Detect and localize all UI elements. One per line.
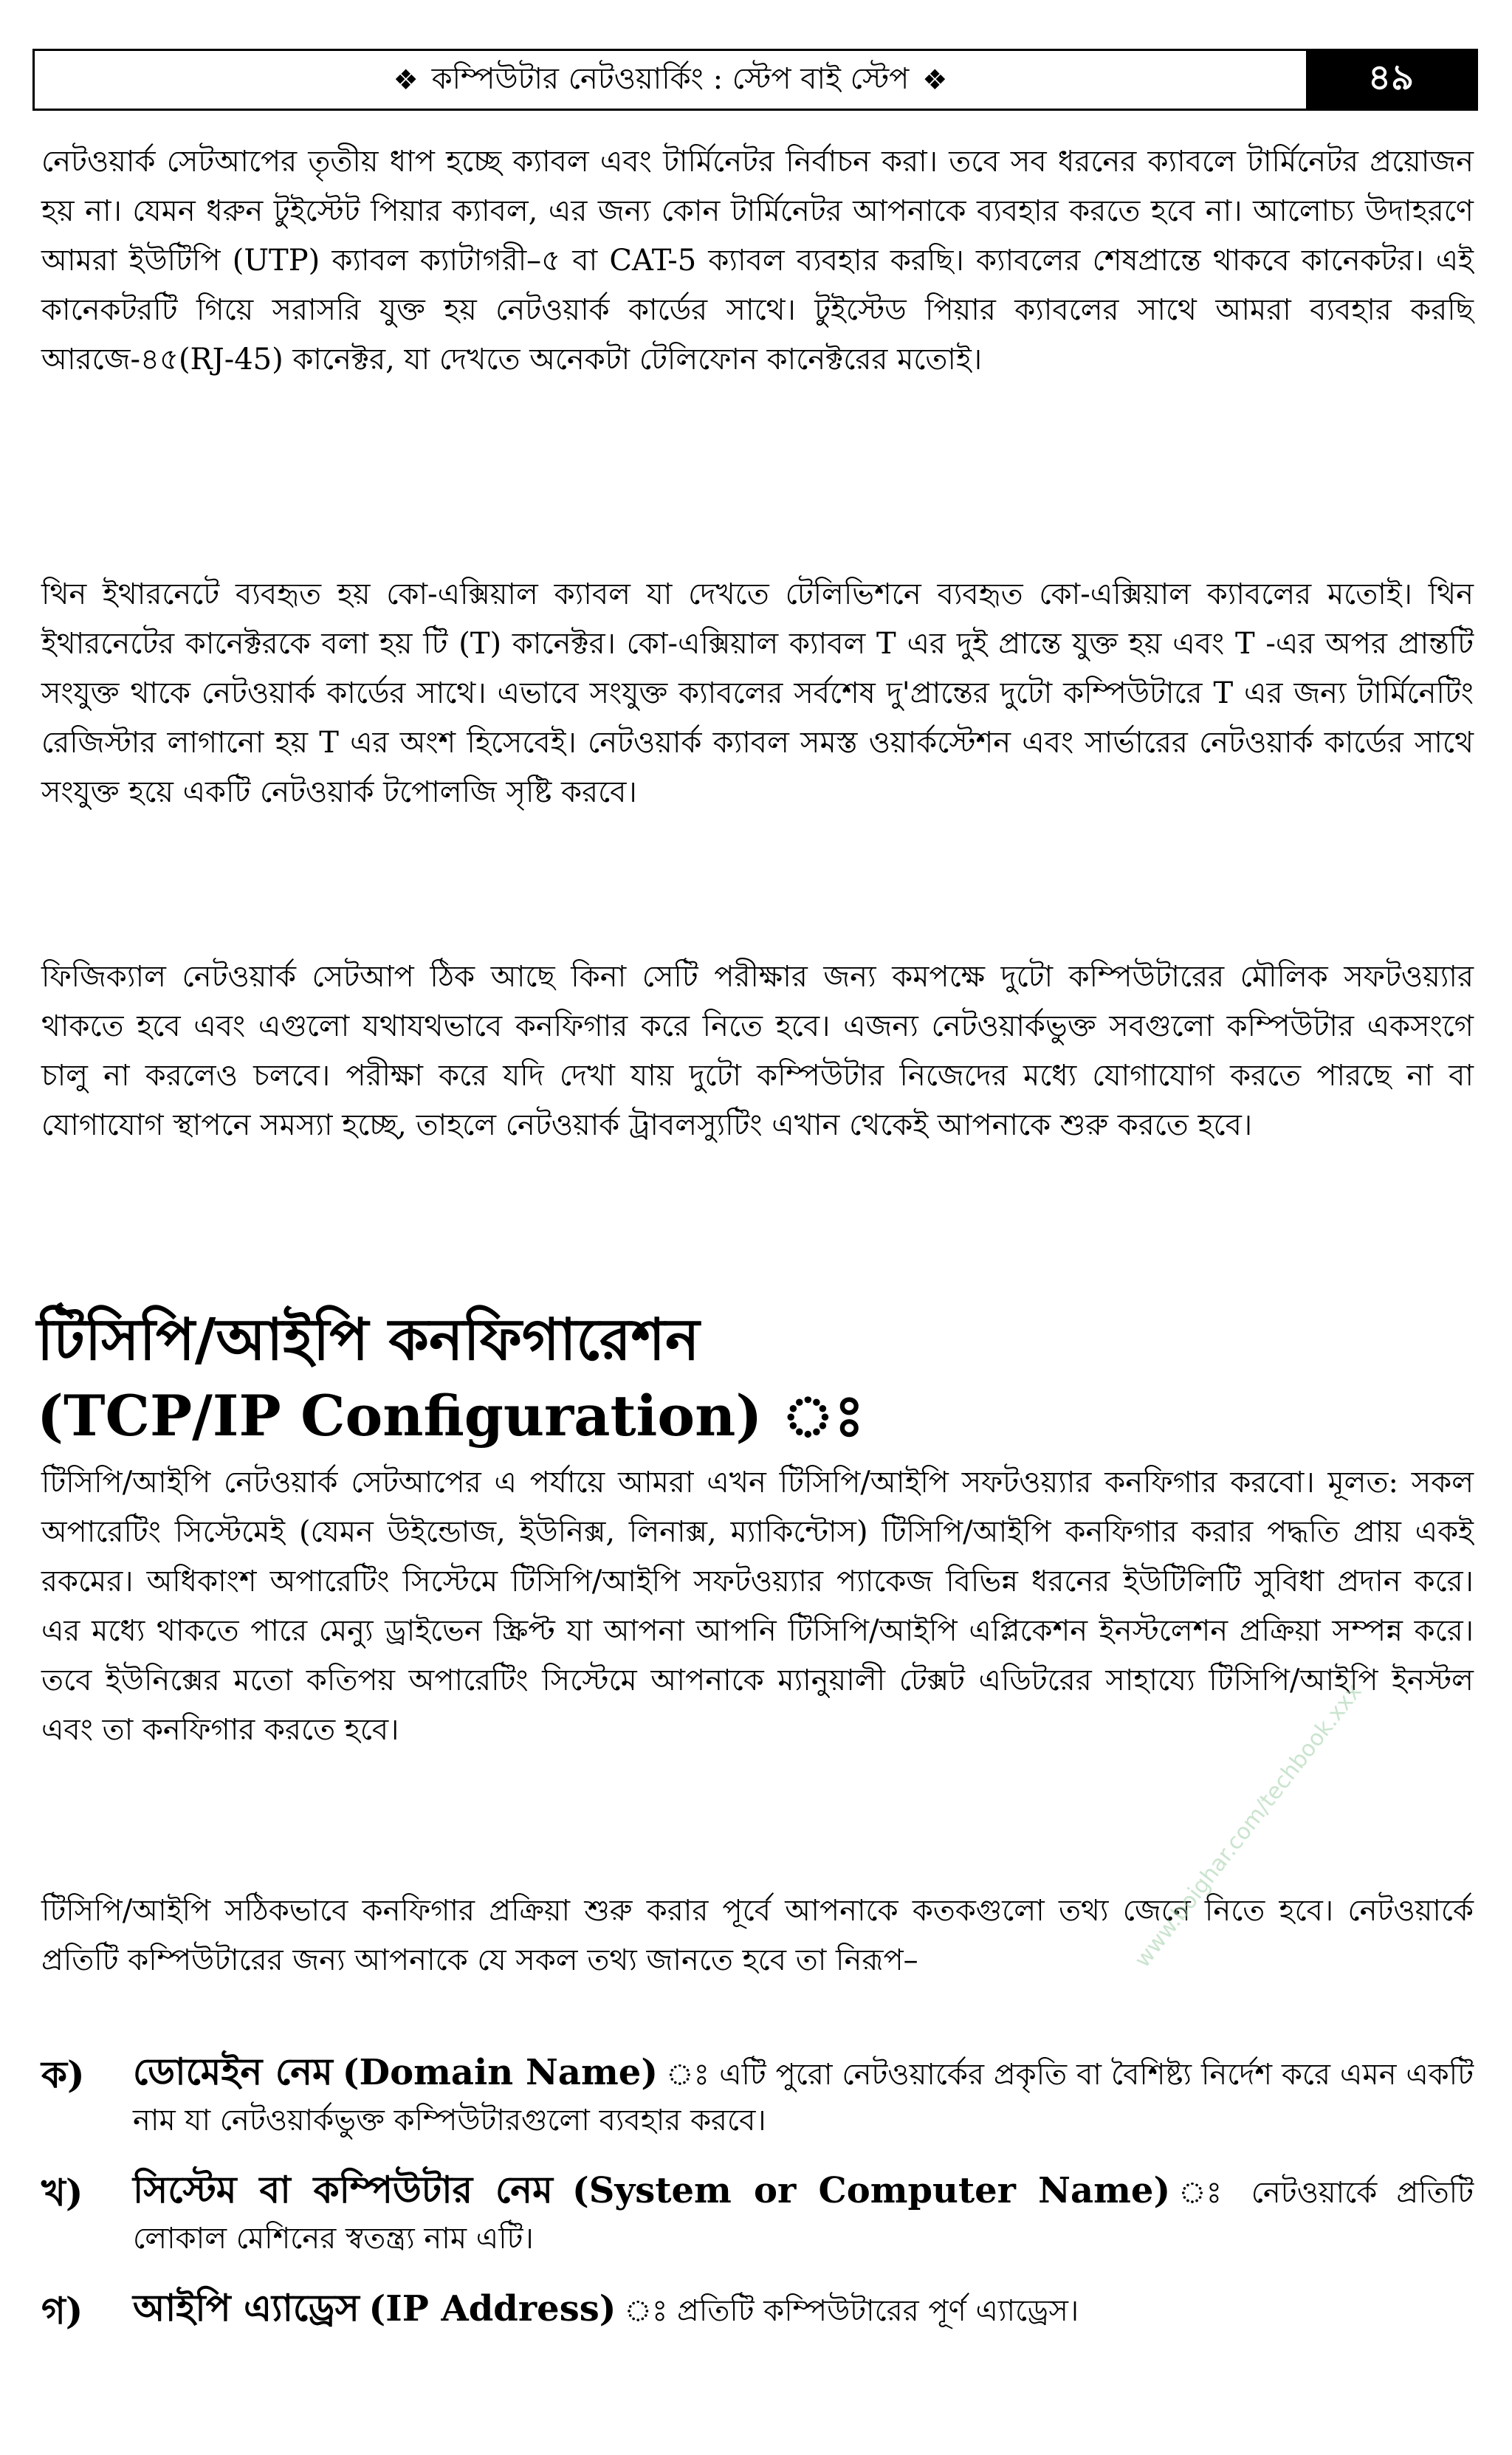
watermark: www.boighar.com/techbook.xxx xyxy=(1130,1678,1367,1973)
paragraph-physical-test: ফিজিক্যাল নেটওয়ার্ক সেটআপ ঠিক আছে কিনা সেটি পরীক্ষার জন্য কমপক্ষে দুটো কম্পিউটারের মৌলিক সফটওয়্যার থাকতে হবে এবং এগুলো যথাযথভাবে কনফিগার করে নিতে হবে। এজন্য নেটওয়ার্কভুক্ত সবগুলো কম্পিউটার একসংগে চালু না করলেও চলবে। পরীক্ষা করে যদি দেখা যায় দুটো কম্পিউটার নিজেদের মধ্যে যোগাযোগ করতে পারছে না বা যোগাযোগ স্থাপনে সমস্যা হচ্ছে, তাহলে নেটওয়ার্ক ট্রাবলস্যুটিং এখান থেকেই আপনাকে শুরু করতে হবে। xyxy=(41,960,1474,1142)
term-description: নেটওয়ার্কে প্রতিটি লোকাল মেশিনের স্বতন্ত্র্য নাম এটি। xyxy=(133,2176,1474,2256)
paragraph-info-needed: টিসিপি/আইপি সঠিকভাবে কনফিগার প্রক্রিয়া শুরু করার পূর্বে আপনাকে কতকগুলো তথ্য জেনে নিতে হবে। নেটওয়ার্কে প্রতিটি কম্পিউটারের জন্য আপনাকে যে সকল তথ্য জানতে হবে তা নিরূপ– xyxy=(41,1894,1474,1977)
term-bengali: আইপি এ্যাড্রেস xyxy=(133,2286,360,2329)
term-description: এটি পুরো নেটওয়ার্কের প্রকৃতি বা বৈশিষ্ট্য নির্দেশ করে এমন একটি নাম যা নেটওয়ার্কভুক্ত কম্পিউটারগুলো ব্যবহার করবে। xyxy=(133,2058,1474,2138)
list-item-label: গ) xyxy=(41,2289,83,2332)
paragraph-cable-terminator: নেটওয়ার্ক সেটআপের তৃতীয় ধাপ হচ্ছে ক্যাবল এবং টার্মিনেটর নির্বাচন করা। তবে সব ধরনের ক্যাবলে টার্মিনেটর প্রয়োজন হয় না। যেমন ধরুন টুইস্টেট পিয়ার ক্যাবল, এর জন্য কোন টার্মিনেটর আপনাকে ব্যবহার করতে হবে না। আলোচ্য উদাহরণে আমরা ইউটিপি (UTP) ক্যাবল ক্যাটাগরী–৫ বা CAT-5 ক্যাবল ব্যবহার করছি। ক্যাবলের শেষপ্রান্তে থাকবে কানেকটর। এই কানেকটরটি গিয়ে সরাসরি যুক্ত হয় নেটওয়ার্ক কার্ডের সাথে। টুইস্টেড পিয়ার ক্যাবলের সাথে আমরা ব্যবহার করছি আরজে-৪৫(RJ-45) কানেক্টর, যা দেখতে অনেকটা টেলিফোন কানেক্টরের মতোই। xyxy=(41,145,1474,377)
paragraph-thin-ethernet: থিন ইথারনেটে ব্যবহৃত হয় কো-এক্সিয়াল ক্যাবল যা দেখতে টেলিভিশনে ব্যবহৃত কো-এক্সিয়াল ক্যাবলের মতোই। থিন ইথারনেটের কানেক্টরকে বলা হয় টি (T) কানেক্টর। কো-এক্সিয়াল ক্যাবল T এর দুই প্রান্তে যুক্ত হয় এবং T -এর অপর প্রান্তটি সংযুক্ত থাকে নেটওয়ার্ক কার্ডের সাথে। এভাবে সংযুক্ত ক্যাবলের সর্বশেষ দু'প্রান্তের দুটো কম্পিউটারে T এর জন্য টার্মিনেটিং রেজিস্টার লাগানো হয় T এর অংশ হিসেবেই। নেটওয়ার্ক ক্যাবল সমস্ত ওয়ার্কস্টেশন এবং সার্ভারের নেটওয়ার্ক কার্ডের সাথে সংযুক্ত হয়ে একটি নেটওয়ার্ক টপোলজি সৃষ্টি করবে। xyxy=(41,577,1474,809)
ornament-left-icon: ❖ xyxy=(393,63,419,96)
term-bengali: সিস্টেম বা কম্পিউটার নেম xyxy=(133,2168,553,2211)
paragraph-tcpip-intro: টিসিপি/আইপি নেটওয়ার্ক সেটআপের এ পর্যায়ে আমরা এখন টিসিপি/আইপি সফটওয়্যার কনফিগার করবো। মূলত: সকল অপারেটিং সিস্টেমেই (যেমন উইন্ডোজ, ইউনিক্স, লিনাক্স, ম্যাকিন্টোস) টিসিপি/আইপি কনফিগার করার পদ্ধতি প্রায় একই রকমের। অধিকাংশ অপারেটিং সিস্টেমে টিসিপি/আইপি সফটওয়্যার প্যাকেজ বিভিন্ন ধরনের ইউটিলিটি সুবিধা প্রদান করে। এর মধ্যে থাকতে পারে মেন্যু ড্রাইভেন স্ক্রিপ্ট যা আপনা আপনি টিসিপি/আইপি এপ্লিকেশন ইনস্টলেশন প্রক্রিয়া সম্পন্ন করে। তবে ইউনিক্সের মতো কতিপয় অপারেটিং সিস্টেমে আপনাকে ম্যানুয়ালী টেক্সট এডিটরের সাহায্যে টিসিপি/আইপি ইনস্টল এবং তা কনফিগার করতে হবে। xyxy=(41,1466,1474,1747)
term-english: (Domain Name) xyxy=(342,2052,659,2093)
list-item-body xyxy=(133,2167,1474,2262)
header-title-text: কম্পিউটার নেটওয়ার্কিং : স্টেপ বাই স্টেপ xyxy=(431,61,910,96)
list-item-label: ক) xyxy=(41,2053,85,2096)
term-separator: ঃ xyxy=(616,2294,678,2328)
list-item-body xyxy=(133,2049,1474,2143)
list-item-domain-name xyxy=(41,2049,1474,2143)
term-separator: ঃ xyxy=(1170,2176,1251,2210)
term-english: (IP Address) xyxy=(368,2288,616,2329)
page-number: ৪৯ xyxy=(1306,51,1476,109)
term-description: প্রতিটি কম্পিউটারের পূর্ণ এ্যাড্রেস। xyxy=(677,2294,1079,2328)
term-english: (System or Computer Name) xyxy=(572,2170,1171,2211)
page-header xyxy=(32,49,1478,111)
term-separator: ঃ xyxy=(658,2058,720,2092)
list-item-computer-name xyxy=(41,2167,1474,2262)
list-item-label: খ) xyxy=(41,2171,83,2214)
running-title xyxy=(35,51,1306,109)
list-item-ip-address xyxy=(41,2285,1474,2337)
term-bengali: ডোমেইন নেম xyxy=(133,2050,333,2093)
section-heading-bengali: টিসিপি/আইপি কনফিগারেশন xyxy=(37,1306,700,1373)
list-item-body xyxy=(133,2285,1474,2337)
ornament-right-icon: ❖ xyxy=(922,63,948,96)
section-heading-english: (TCP/IP Configuration) ঃ xyxy=(37,1383,865,1449)
